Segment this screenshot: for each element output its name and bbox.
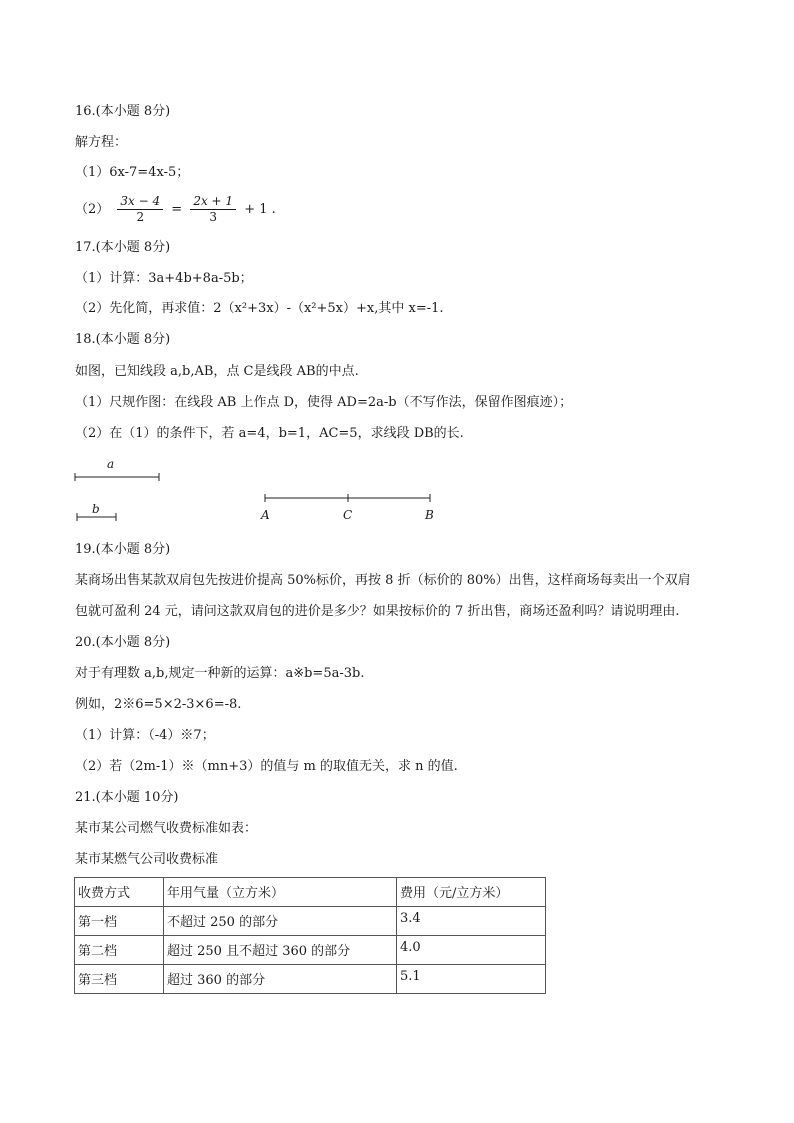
- q20-intro: 对于有理数 a,b,规定一种新的运算：a※b=5a-3b.: [75, 666, 365, 681]
- q18-intro: 如图，已知线段 a,b,AB，点 C是线段 AB的中点.: [75, 364, 359, 379]
- table-cell: 3.4: [397, 907, 546, 936]
- q20-part1: （1）计算：（-4）※7；: [75, 728, 215, 743]
- table-cell: 超过 250 且不超过 360 的部分: [164, 936, 397, 965]
- q16-header: 16.(本小题 8分): [75, 104, 171, 119]
- q21-header: 21.(本小题 10分): [75, 790, 179, 805]
- q16-part2-tail: + 1 .: [244, 202, 276, 217]
- q18-header: 18.(本小题 8分): [75, 332, 171, 347]
- q20-example: 例如，2※6=5×2-3×6=-8.: [75, 697, 242, 712]
- q16-instruction: 解方程：: [75, 135, 128, 150]
- q16-part1: （1）6x-7=4x-5；: [75, 165, 190, 180]
- fraction-1-denominator: 2: [136, 210, 145, 224]
- segment-AB: [265, 494, 430, 502]
- equals-sign: =: [171, 202, 183, 217]
- table-cell: 4.0: [397, 936, 546, 965]
- q21-intro: 某市某公司燃气收费标准如表：: [75, 821, 258, 836]
- label-a: a: [107, 457, 115, 471]
- fraction-2-numerator: 2x + 1: [190, 194, 236, 210]
- q19-header: 19.(本小题 8分): [75, 542, 171, 557]
- q16-part2-label: （2）: [75, 202, 110, 217]
- table-cell: 第二档: [75, 936, 164, 965]
- q18-part2: （2）在（1）的条件下，若 a=4，b=1，AC=5，求线段 DB的长.: [75, 426, 464, 441]
- label-point-C: C: [343, 508, 353, 522]
- table-cell: 第三档: [75, 965, 164, 994]
- table-header-cell: 年用气量（立方米）: [164, 878, 397, 907]
- label-point-A: A: [261, 508, 270, 522]
- table-row: [75, 936, 546, 965]
- q18-part1: （1）尺规作图：在线段 AB 上作点 D，使得 AD=2a-b（不写作法，保留作图痕迹）；: [75, 395, 573, 410]
- q20-header: 20.(本小题 8分): [75, 635, 171, 650]
- q17-part2: （2）先化简，再求值：2（x²+3x）-（x²+5x）+x,其中 x=-1.: [75, 301, 444, 316]
- table-cell: 不超过 250 的部分: [164, 907, 397, 936]
- table-header-row: [75, 878, 546, 907]
- table-cell: 超过 360 的部分: [164, 965, 397, 994]
- q20-part2: （2）若（2m-1）※（mn+3）的值与 m 的取值无关，求 n 的值.: [75, 759, 458, 774]
- q19-line2: 包就可盈利 24 元，请问这款双肩包的进价是多少？如果按标价的 7 折出售，商场还盈利吗？请说明理由.: [75, 604, 680, 619]
- fraction-1-numerator: 3x − 4: [117, 194, 163, 210]
- fraction-2-denominator: 3: [209, 210, 218, 224]
- gas-fee-table: [74, 877, 546, 994]
- q21-table-title: 某市某燃气公司收费标准: [75, 852, 219, 867]
- table-cell: 5.1: [397, 965, 546, 994]
- table-row: [75, 965, 546, 994]
- table-cell: 第一档: [75, 907, 164, 936]
- table-row: [75, 907, 546, 936]
- segment-a: [75, 473, 159, 481]
- table-header-cell: 费用（元/立方米）: [397, 878, 546, 907]
- q19-line1: 某商场出售某款双肩包先按进价提高 50%标价，再按 8 折（标价的 80%）出售，这样商场每卖出一个双肩: [75, 573, 691, 588]
- segment-figure: [0, 0, 794, 560]
- q17-header: 17.(本小题 8分): [75, 240, 171, 255]
- q17-part1: （1）计算：3a+4b+8a-5b；: [75, 271, 253, 286]
- label-b: b: [92, 502, 100, 516]
- label-point-B: B: [425, 508, 434, 522]
- table-header-cell: 收费方式: [75, 878, 164, 907]
